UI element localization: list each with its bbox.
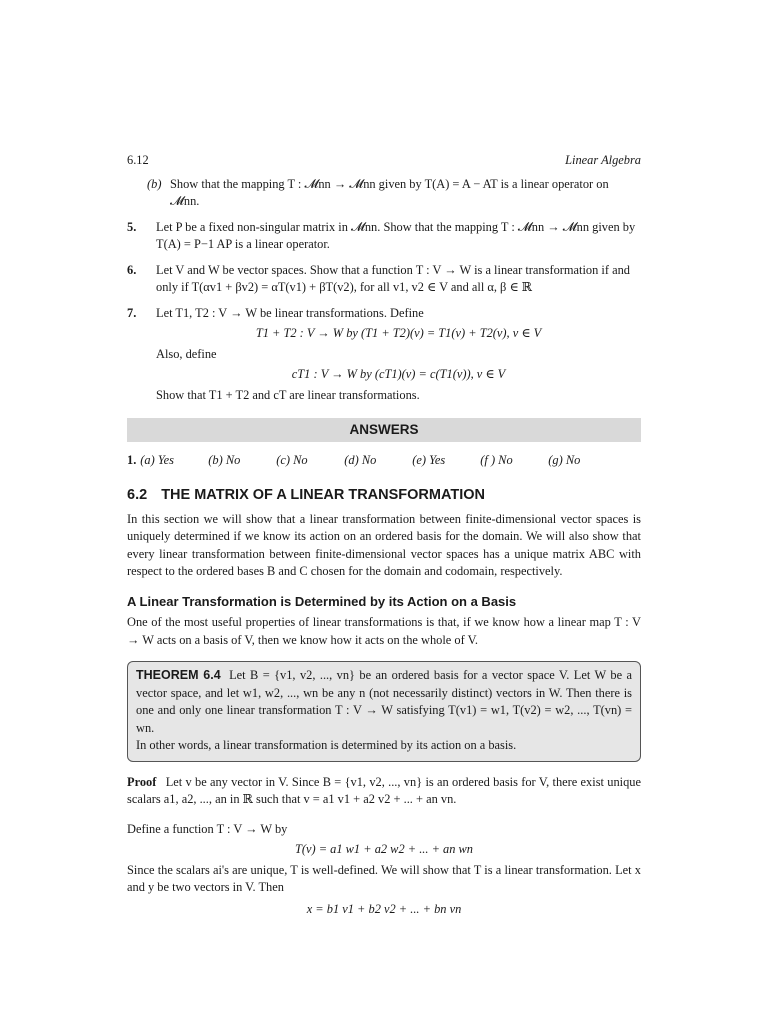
exercise-text: Let P be a fixed non-singular matrix in 𝓜nn. Show that the mapping T : 𝓜nn → 𝓜nn given by T(A) = P−1 AP is a linear operator. bbox=[156, 219, 636, 251]
subsection-text: One of the most useful properties of linear transformations is that, if we know how a linear map T : V → W acts on a basis of V, then we know how it acts on the whole of V. bbox=[127, 615, 641, 647]
proof-text: Let v be any vector in V. Since B = {v1, v2, ..., vn} is an ordered basis for V, there exist unique scalars a1, a2, ..., an in ℝ such that v = a1 v1 + a2 v2 + ... + an vn. bbox=[127, 774, 641, 806]
proof-label: Proof bbox=[127, 774, 157, 789]
section-title: THE MATRIX OF A LINEAR TRANSFORMATION bbox=[161, 487, 486, 503]
exercise-equation: cT1 : V → W by (cT1)(v) = c(T1(v)), v ∈ V bbox=[291, 367, 506, 381]
exercise-text: Show that the mapping T : 𝓜nn → 𝓜nn given by T(A) = A − AT is a linear operator on 𝓜nn. bbox=[170, 176, 609, 208]
exercise-5 bbox=[127, 219, 641, 254]
theorem-box bbox=[127, 661, 641, 762]
proof-text: Define a function T : V → W by bbox=[127, 821, 288, 836]
running-title: Linear Algebra bbox=[565, 153, 641, 167]
answer-lead: 1. bbox=[127, 452, 137, 467]
answer-item: (f ) No bbox=[480, 452, 513, 467]
exercise-intro: Let T1, T2 : V → W be linear transformations. Define bbox=[156, 305, 424, 320]
page bbox=[127, 152, 641, 921]
exercise-text: Show that T1 + T2 and cT are linear transformations. bbox=[156, 387, 420, 402]
exercise-text: Also, define bbox=[156, 346, 217, 361]
answers-list bbox=[127, 452, 641, 470]
section-intro: In this section we will show that a linear transformation between finite-dimensional vector spaces is uniquely determined if we know its action on an ordered basis for the domain. We will also show that every linear transformation between finite-dimensional vector spaces has a unique matrix ABC with respect to the ordered bases B and C chosen for the domain and codomain, respectively. bbox=[127, 511, 641, 578]
section-number: 6.2 bbox=[127, 487, 148, 503]
answer-item: (b) No bbox=[208, 452, 241, 467]
exercise-4b bbox=[127, 176, 641, 211]
page-number: 6.12 bbox=[127, 153, 149, 167]
answer-item: (c) No bbox=[276, 452, 308, 467]
section-heading bbox=[127, 487, 641, 505]
answer-item: (e) Yes bbox=[412, 452, 446, 467]
answers-heading: ANSWERS bbox=[127, 418, 641, 442]
exercise-text: Let V and W be vector spaces. Show that a function T : V → W is a linear transformation if and only if T(αv1 + βv2) = αT(v1) + βT(v2), for all v1, v2 ∈ V and all α, β ∈ ℝ bbox=[156, 262, 630, 294]
running-header bbox=[127, 152, 641, 170]
proof-paragraph bbox=[127, 774, 641, 809]
answer-item: (a) Yes bbox=[140, 452, 174, 467]
theorem-label: THEOREM 6.4 bbox=[136, 668, 221, 682]
theorem-summary: In other words, a linear transformation is determined by its action on a basis. bbox=[136, 738, 517, 752]
subsection-heading: A Linear Transformation is Determined by its Action on a Basis bbox=[127, 593, 517, 609]
exercise-equation: T1 + T2 : V → W by (T1 + T2)(v) = T1(v) + T2(v), v ∈ V bbox=[255, 326, 542, 340]
theorem-statement: Let B = {v1, v2, ..., vn} be an ordered basis for a vector space V. Let W be a vector space, and let w1, w2, ..., wn be any n (not necessarily distinct) vectors in W. Then there is one and only one linear transformation T : V → W satisfying T(v1) = w1, T(v2) = w2, ..., T(vn) = wn. bbox=[136, 668, 632, 735]
exercise-number: 6. bbox=[127, 262, 137, 277]
proof-equation: x = b1 v1 + b2 v2 + ... + bn vn bbox=[306, 901, 462, 916]
proof-equation: T(v) = a1 w1 + a2 w2 + ... + an wn bbox=[294, 842, 473, 856]
exercise-number: 5. bbox=[127, 219, 137, 234]
exercise-6 bbox=[127, 262, 641, 297]
proof-text: Since the scalars ai's are unique, T is well-defined. We will show that T is a linear transformation. Let x and y be two vectors in V. Then bbox=[127, 862, 641, 894]
answer-item: (d) No bbox=[344, 452, 377, 467]
exercise-number: 7. bbox=[127, 305, 137, 320]
exercise-7 bbox=[127, 305, 641, 405]
answer-item: (g) No bbox=[548, 452, 581, 467]
exercise-tag: (b) bbox=[147, 176, 162, 191]
